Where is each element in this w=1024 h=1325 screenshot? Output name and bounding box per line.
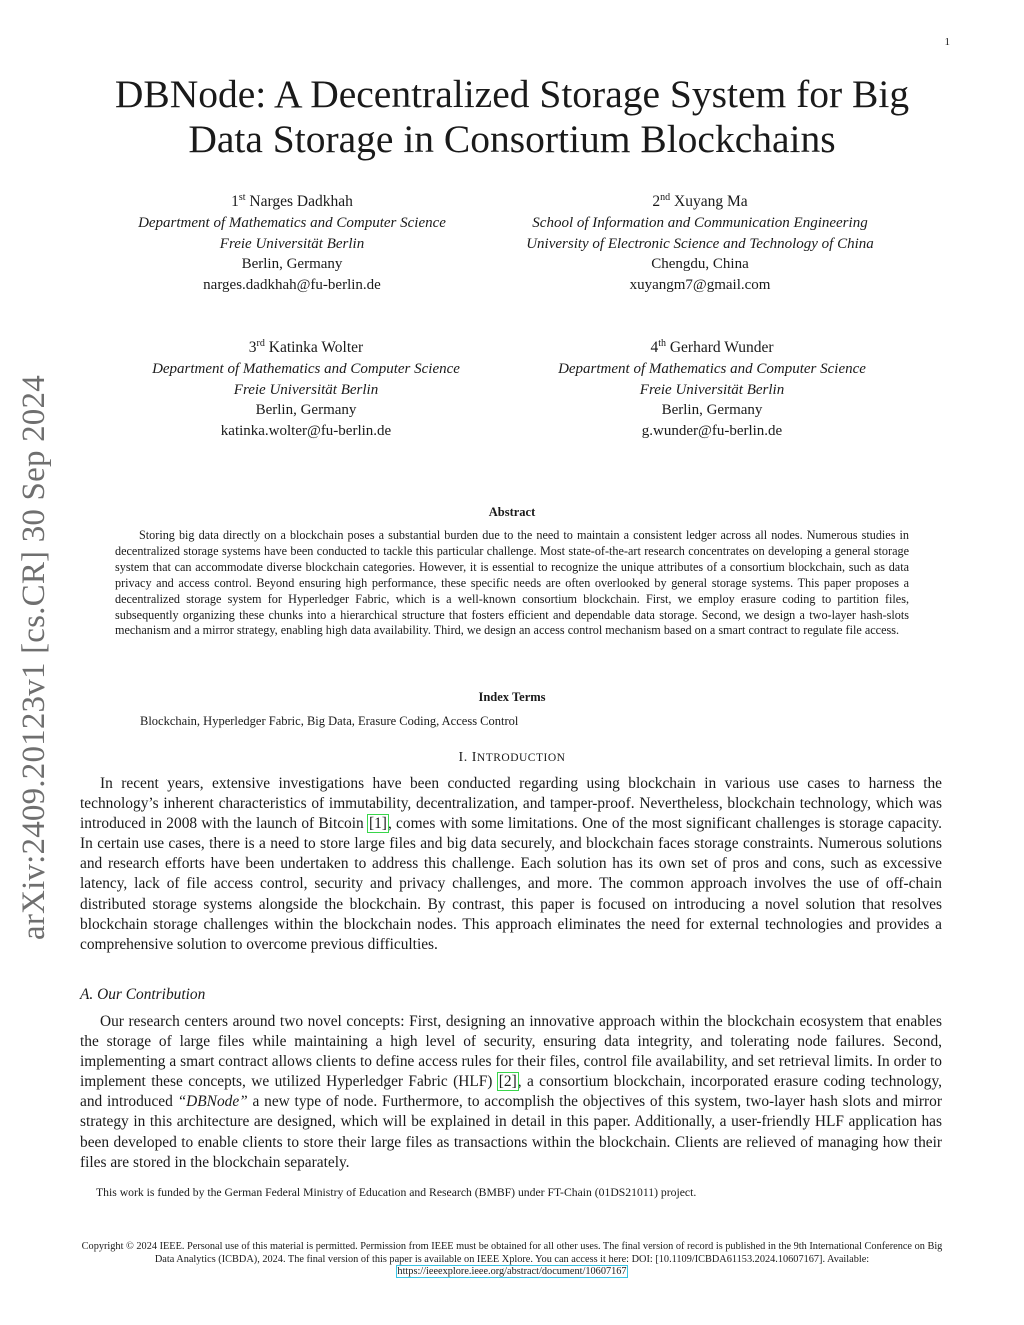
- ieee-xplore-link[interactable]: https://ieeexplore.ieee.org/abstract/document/10607167: [397, 1266, 627, 1278]
- author-ordinal: 3: [248, 339, 257, 357]
- dbnode-term: “DBNode”: [177, 1093, 248, 1111]
- title-line-2: Data Storage in Consortium Blockchains: [188, 117, 836, 161]
- author-location: Chengdu, China: [651, 256, 749, 273]
- arxiv-side-label: arXiv:2409.20123v1 [cs.CR] 30 Sep 2024: [16, 375, 52, 940]
- author-location: Berlin, Germany: [255, 402, 357, 419]
- author-email[interactable]: g.wunder@fu-berlin.de: [641, 422, 783, 439]
- author-block-4: [520, 334, 904, 442]
- contribution-text-a: Our research centers around two novel concepts: First, designing an innovative approach within the blockchain ecosystem that enables the storage of large files while maintaining a high level of security, ensuring data integrity, and tolerating node failures. Second, implementing a smart contract allows clients to define access rules for their files, control file availability, and set retrieval limits. In order to implement these concepts, we utilized Hyperledger Fabric (HLF): [80, 1013, 942, 1091]
- contribution-text-c: a new type of node. Furthermore, to accomplish the objectives of this system, two-layer hash slots and mirror strategy in this architecture are designed, which will be explained in detail in this paper. Additionally, a user-friendly HLF application has been developed to enable clients to store their large files as transactions within the blockchain. Clients are relieved of managing how their files are stored in the blockchain separately.: [80, 1093, 942, 1171]
- abstract-text: Storing big data directly on a blockchain poses a substantial burden due to the need to maintain a consistent ledger across all nodes. Numerous studies in decentralized storage systems have been conducted to tackle this particular challenge. Most state-of-the-art research concentrates on developing a general storage system that can accommodate diverse blockchain categories. However, it is essential to recognize the unique attributes of a consortium blockchain, such as data privacy and access control. Beyond ensuring high performance, these specific needs are often overlooked by general storage systems. This paper proposes a decentralized storage system for Hyperledger Fabric, which is a well-known consortium blockchain. First, we employ erasure coding to partition files, subsequently organizing these chunks into a hierarchical structure that fosters efficient and dependable data storage. Second, we design a two-layer hash-slots mechanism and a mirror strategy, enabling high data availability. Third, we design an access control mechanism based on a smart contract to regulate file access.: [115, 528, 909, 638]
- author-email[interactable]: xuyangm7@gmail.com: [629, 276, 771, 293]
- abstract-heading: Abstract: [488, 505, 536, 519]
- contribution-paragraph: [80, 1012, 942, 1173]
- contribution-text-b: , a consortium blockchain, incorporated erasure coding technology, and introduced: [80, 1073, 942, 1111]
- author-location: Berlin, Germany: [661, 402, 763, 419]
- author-institution: Freie Universität Berlin: [219, 235, 365, 252]
- page-number: 1: [944, 36, 950, 48]
- section-numeral: I.: [458, 750, 468, 765]
- copyright-text: Copyright © 2024 IEEE. Personal use of this material is permitted. Permission from IEEE must be obtained for all other uses. The final version of record is published in the 9th International Conference on Big Data Analytics (ICBDA), 2024. The final version of this paper is available on IEEE Xplore. You can access it here: DOI: [10.1109/ICBDA61153.2024.10607167]. Available:: [81, 1241, 943, 1265]
- author-ordinal-suffix: rd: [256, 338, 265, 349]
- author-dept: Department of Mathematics and Computer Science: [138, 214, 446, 231]
- copyright-notice: [80, 1241, 944, 1279]
- citation-link-2[interactable]: [2]: [498, 1073, 517, 1091]
- author-email[interactable]: katinka.wolter@fu-berlin.de: [220, 422, 392, 439]
- author-institution: Freie Universität Berlin: [639, 381, 785, 398]
- citation-link-1[interactable]: [1]: [368, 815, 387, 833]
- author-block-1: [100, 188, 484, 296]
- index-terms-text: Blockchain, Hyperledger Fabric, Big Data, Erasure Coding, Access Control: [140, 714, 519, 728]
- intro-text-a: In recent years, extensive investigations have been conducted regarding using blockchain in various use cases to harness the technology’s inherent characteristics of immutability, decentralization, and tamper-proof. Nevertheless, blockchain technology, which was introduced in 2008 with the launch of Bitcoin: [80, 775, 942, 833]
- funding-footnote: This work is funded by the German Federal Ministry of Education and Research (BMBF) under FT-Chain (01DS21011) project.: [96, 1186, 697, 1199]
- subsection-heading: A. Our Contribution: [80, 986, 206, 1003]
- author-dept: Department of Mathematics and Computer Science: [152, 360, 460, 377]
- author-name: Katinka Wolter: [268, 339, 364, 357]
- section-heading-introduction: [100, 750, 924, 766]
- author-location: Berlin, Germany: [241, 256, 343, 273]
- paper-title: [60, 72, 964, 162]
- author-institution: University of Electronic Science and Technology of China: [526, 235, 874, 252]
- author-ordinal-suffix: nd: [660, 192, 671, 203]
- author-name: Gerhard Wunder: [669, 339, 774, 357]
- author-ordinal: 4: [650, 339, 659, 357]
- index-terms-heading: Index Terms: [478, 690, 546, 704]
- author-ordinal: 1: [231, 193, 239, 211]
- author-ordinal-suffix: st: [238, 192, 246, 203]
- author-name: Narges Dadkhah: [249, 193, 353, 211]
- author-institution: Freie Universität Berlin: [233, 381, 379, 398]
- author-name: Xuyang Ma: [674, 193, 748, 211]
- author-block-3: [114, 334, 498, 442]
- author-ordinal-suffix: th: [658, 338, 666, 349]
- author-email[interactable]: narges.dadkhah@fu-berlin.de: [203, 276, 381, 293]
- title-line-1: DBNode: A Decentralized Storage System for Big: [114, 72, 910, 116]
- section-rest: NTRODUCTION: [476, 752, 566, 764]
- author-block-2: [490, 188, 910, 296]
- intro-paragraph: [80, 774, 942, 955]
- intro-text-b: , comes with some limitations. One of the most significant challenges is storage capacity. In certain use cases, there is a need to store large files and big data securely, and blockchain faces storage constraints. Numerous solutions and research efforts have been undertaken to address this challenge. Each solution has its own set of pros and cons, such as excessive latency, lack of file access control, security and privacy challenges, and more. The common approach involves the use of off-chain distributed storage systems alongside the blockchain. By contrast, this paper is focused on introducing a novel solution that resolves blockchain storage challenges within the blockchain nodes. This approach eliminates the need for external technologies and provides a comprehensive solution to overcome previous difficulties.: [80, 815, 942, 953]
- author-dept: School of Information and Communication Engineering: [532, 214, 868, 231]
- section-first-letter: I: [471, 750, 477, 765]
- author-dept: Department of Mathematics and Computer Science: [558, 360, 866, 377]
- author-ordinal: 2: [652, 193, 661, 211]
